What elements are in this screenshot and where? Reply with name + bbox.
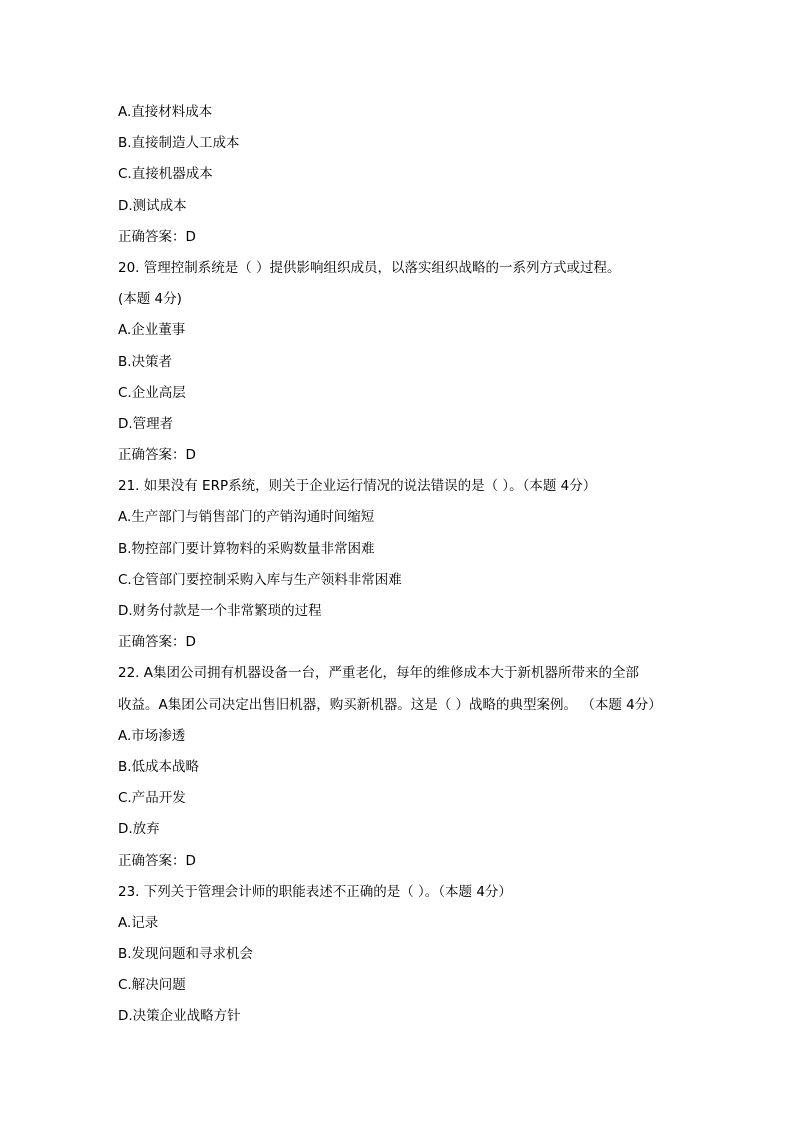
- question-21: 21. 如果没有 ERP系统，则关于企业运行情况的说法错误的是（ ）。（本题 4分）: [118, 478, 597, 495]
- option-b: B.直接制造人工成本: [118, 135, 240, 152]
- option-b: B.决策者: [118, 353, 173, 370]
- option-b: B.低成本战略: [118, 758, 200, 775]
- option-a: A.企业董事: [118, 322, 186, 339]
- correct-answer: 正确答案：D: [118, 447, 196, 464]
- option-a: A.生产部门与销售部门的产销沟通时间缩短: [118, 509, 375, 526]
- option-d: D.放弃: [118, 821, 160, 838]
- option-a: A.直接材料成本: [118, 104, 213, 120]
- option-b: B.物控部门要计算物料的采购数量非常困难: [118, 540, 375, 557]
- option-d: D.决策企业战略方针: [118, 1008, 241, 1025]
- option-d: D.测试成本: [118, 197, 187, 214]
- option-c: C.解决问题: [118, 977, 186, 994]
- option-d: D.管理者: [118, 415, 174, 432]
- correct-answer: 正确答案：D: [118, 852, 196, 869]
- question-content: [118, 100, 718, 1036]
- option-c: C.直接机器成本: [118, 166, 213, 183]
- option-c: C.企业高层: [118, 384, 186, 401]
- question-20: 20. 管理控制系统是（ ）提供影响组织成员，以落实组织战略的一系列方式或过程。: [118, 259, 621, 276]
- correct-answer: 正确答案：D: [118, 228, 196, 245]
- option-c: C.仓管部门要控制采购入库与生产领料非常困难: [118, 571, 402, 588]
- option-a: A.市场渗透: [118, 727, 186, 744]
- question-23: 23. 下列关于管理会计师的职能表述不正确的是（ ）。（本题 4分）: [118, 883, 512, 900]
- question-20-score: (本题 4分): [118, 291, 182, 308]
- question-22: 22. A集团公司拥有机器设备一台，严重老化，每年的维修成本大于新机器所带来的全部: [118, 665, 639, 682]
- option-d: D.财务付款是一个非常繁琐的过程: [118, 603, 322, 619]
- option-c: C.产品开发: [118, 790, 186, 807]
- question-22-continued: 收益。A集团公司决定出售旧机器，购买新机器。这是（ ）战略的典型案例。 （本题 4分）: [118, 696, 662, 713]
- correct-answer: 正确答案：D: [118, 634, 196, 651]
- option-b: B.发现问题和寻求机会: [118, 946, 254, 963]
- option-a: A.记录: [118, 914, 159, 931]
